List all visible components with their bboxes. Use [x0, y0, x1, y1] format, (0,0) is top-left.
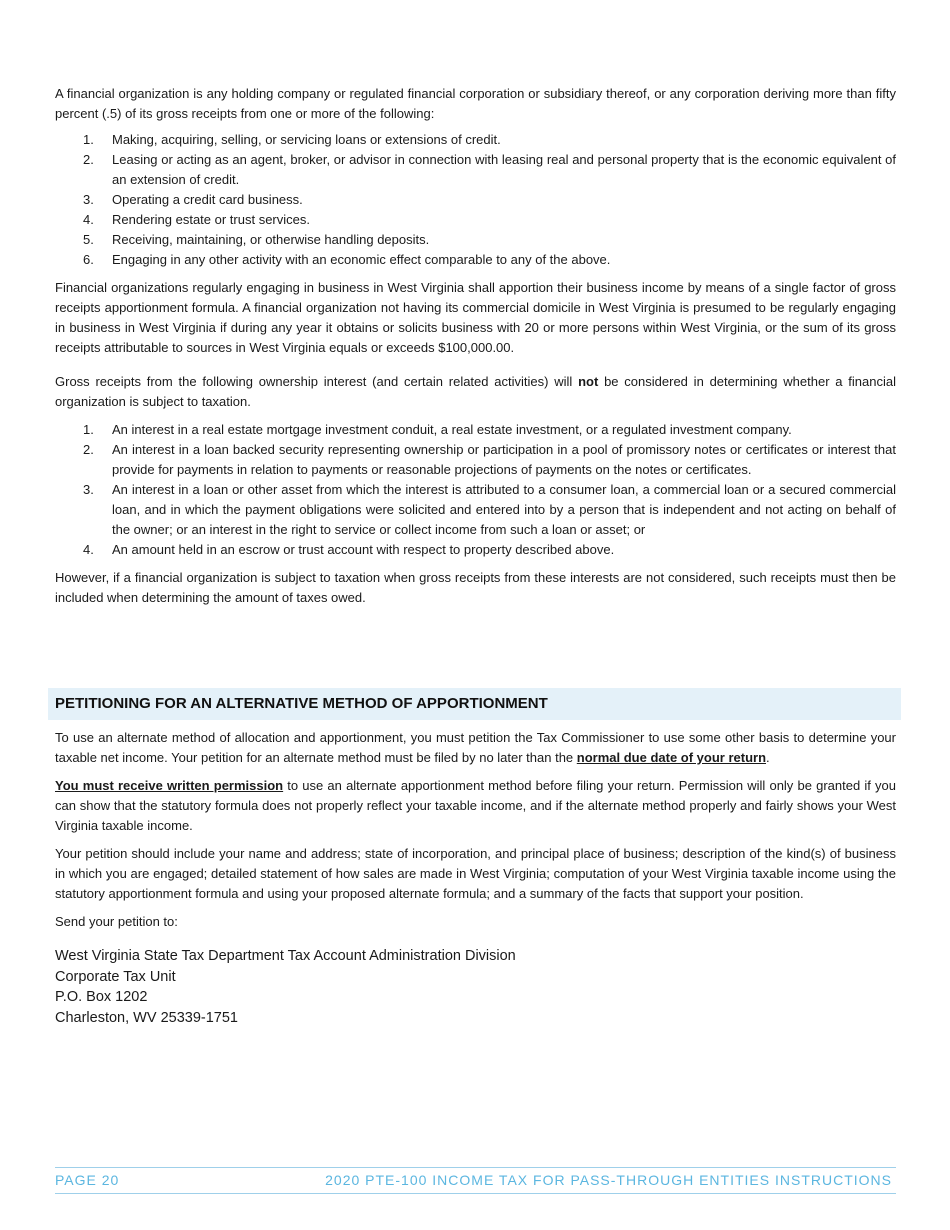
mailing-address: [55, 946, 896, 1028]
excluded-interests-list: [55, 420, 896, 560]
address-line: Corporate Tax Unit: [55, 968, 176, 985]
list-item: 2. An interest in a loan backed security representing ownership or participation in a pool of promissory notes or certificates or interest that provide for payments in relation to payments or reasonable projections of payments on the notes or certificates.: [83, 442, 896, 477]
address-line: Charleston, WV 25339-1751: [55, 1009, 238, 1026]
list-item: 2. Leasing or acting as an agent, broker, or advisor in connection with leasing real and personal property that is the economic equivalent of an extension of credit.: [83, 152, 896, 187]
list-item: 5. Receiving, maintaining, or otherwise handling deposits.: [83, 232, 430, 247]
activities-list: [55, 130, 896, 270]
petition-paragraph: To use an alternate method of allocation and apportionment, you must petition the Tax Commissioner to use some other basis to determine your taxable net income. Your petition for an alternate method must be filed by no later than the normal due date of your return.: [55, 730, 896, 765]
section-heading: PETITIONING FOR AN ALTERNATIVE METHOD OF APPORTIONMENT: [55, 695, 548, 712]
apportion-paragraph: Financial organizations regularly engaging in business in West Virginia shall apportion their business income by means of a single factor of gross receipts apportionment formula. A financial organization not having its commercial domicile in West Virginia is presumed to be regularly engaging in business in West Virginia if during any year it obtains or solicits business with 20 or more persons within West Virginia, or the sum of its gross receipts attributable to sources in West Virginia equals or exceeds $100,000.00.: [55, 280, 896, 355]
however-paragraph: However, if a financial organization is subject to taxation when gross receipts from these interests are not considered, such receipts must then be included when determining the amount of taxes owed.: [55, 570, 896, 605]
page-footer: [55, 1167, 896, 1194]
list-item: 1. Making, acquiring, selling, or servicing loans or extensions of credit.: [83, 132, 501, 147]
permission-paragraph: You must receive written permission to use an alternate apportionment method before filing your return. Permission will only be granted if you can show that the statutory formula does not properly reflect your taxable income, and if the alternate method properly and fairly shows your West Virginia taxable income.: [55, 778, 897, 833]
list-item: 1. An interest in a real estate mortgage investment conduit, a real estate investment, or a regulated investment company.: [83, 422, 792, 437]
list-item: 6. Engaging in any other activity with an economic effect comparable to any of the above.: [83, 252, 611, 267]
address-line: West Virginia State Tax Department Tax Account Administration Division: [55, 948, 516, 964]
send-petition-label: Send your petition to:: [55, 914, 178, 929]
page-number: PAGE 20: [55, 1172, 120, 1188]
petition-section: [55, 728, 896, 1028]
financial-organization-section: [55, 84, 896, 608]
address-line: P.O. Box 1202: [55, 989, 148, 1005]
list-item: 3. An interest in a loan or other asset from which the interest is attributed to a consumer loan, a commercial loan or a secured commercial loan, and in which the payment obligations were solicited and entered into by a person that is independent and not acting on behalf of the owner; or an interest in the right to service or collect income from such a loan or asset; or: [83, 482, 896, 537]
list-item: 3. Operating a credit card business.: [83, 192, 303, 207]
gross-receipts-paragraph: Gross receipts from the following ownership interest (and certain related activities) will not be considered in determining whether a financial organization is subject to taxation.: [55, 374, 897, 409]
list-item: 4. An amount held in an escrow or trust account with respect to property described above.: [83, 542, 615, 557]
intro-paragraph: A financial organization is any holding company or regulated financial corporation or subsidiary thereof, or any corporation deriving more than fifty percent (.5) of its gross receipts from one or more of the following:: [55, 86, 896, 121]
petition-contents-paragraph: Your petition should include your name and address; state of incorporation, and principal place of business; description of the kind(s) of business in which you are engaged; detailed statement of how sales are made in West Virginia; computation of your West Virginia taxable income using the statutory apportionment formula and using your proposed alternate formula; and a summary of the facts that support your position.: [55, 846, 896, 901]
document-title: 2020 PTE-100 INCOME TAX FOR PASS-THROUGH ENTITIES INSTRUCTIONS: [325, 1172, 892, 1188]
list-item: 4. Rendering estate or trust services.: [83, 212, 310, 227]
section-heading-band: [48, 688, 901, 720]
